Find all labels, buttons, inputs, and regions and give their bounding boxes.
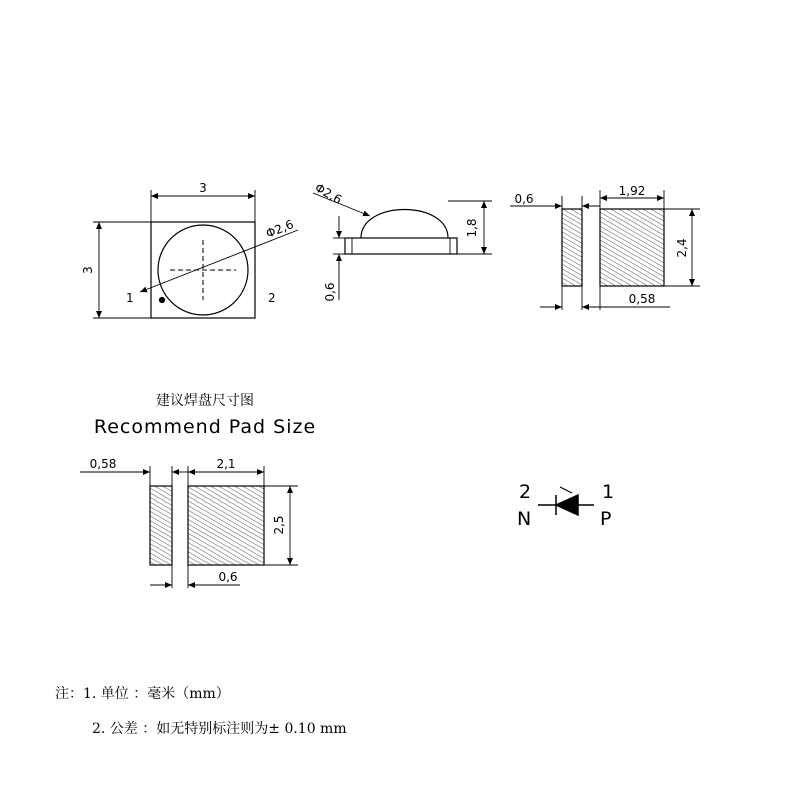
side-base <box>345 238 457 254</box>
side-diameter-label: Φ2,6 <box>312 180 345 207</box>
top-diameter-label: Φ2,6 <box>263 217 296 241</box>
recommend-gap-label: 0,6 <box>218 570 238 584</box>
recommend-pad-view <box>80 466 298 588</box>
diode-symbol <box>538 487 594 515</box>
recommend-height-label: 2,5 <box>272 515 286 535</box>
top-width-label: 3 <box>199 181 207 195</box>
pad-narrow-label: 0,58 <box>628 292 656 306</box>
side-height-label: 1,8 <box>465 218 479 238</box>
recommend-caption-cn: 建议焊盘尺寸图 <box>156 393 254 409</box>
top-pin1-label: 1 <box>126 291 134 305</box>
recommend-pad-wide <box>188 486 264 565</box>
note-line-2: 2. 公差 ：如无特别标注则为± 0.10 mm <box>92 721 347 737</box>
polarity-p: P <box>600 508 612 530</box>
pad-wide-label: 1,92 <box>618 184 646 198</box>
recommend-caption-en: Recommend Pad Size <box>93 416 317 438</box>
pad-gap-label: 0,6 <box>514 192 534 206</box>
side-dome <box>361 210 448 239</box>
polarity-n: N <box>517 508 532 530</box>
recommend-narrow-label: 0,58 <box>89 457 117 471</box>
pad-height-label: 2,4 <box>675 238 689 258</box>
diode-emission-arrow <box>560 487 572 493</box>
pad-wide <box>600 209 664 286</box>
side-view <box>313 193 492 300</box>
pin1-marker <box>160 298 165 303</box>
top-pin2-label: 2 <box>268 291 276 305</box>
pad-view <box>510 190 700 310</box>
diode-triangle <box>556 495 578 515</box>
recommend-wide-label: 2,1 <box>216 457 236 471</box>
note-line-1: 注：1. 单位 ：毫米（mm） <box>55 686 230 702</box>
polarity-pin1: 1 <box>602 481 615 503</box>
top-height-label: 3 <box>81 266 95 274</box>
side-base-label: 0,6 <box>323 282 337 302</box>
recommend-pad-narrow <box>150 486 172 565</box>
polarity-pin2: 2 <box>519 481 532 503</box>
pad-narrow <box>562 209 582 286</box>
diameter-leader <box>140 230 298 292</box>
